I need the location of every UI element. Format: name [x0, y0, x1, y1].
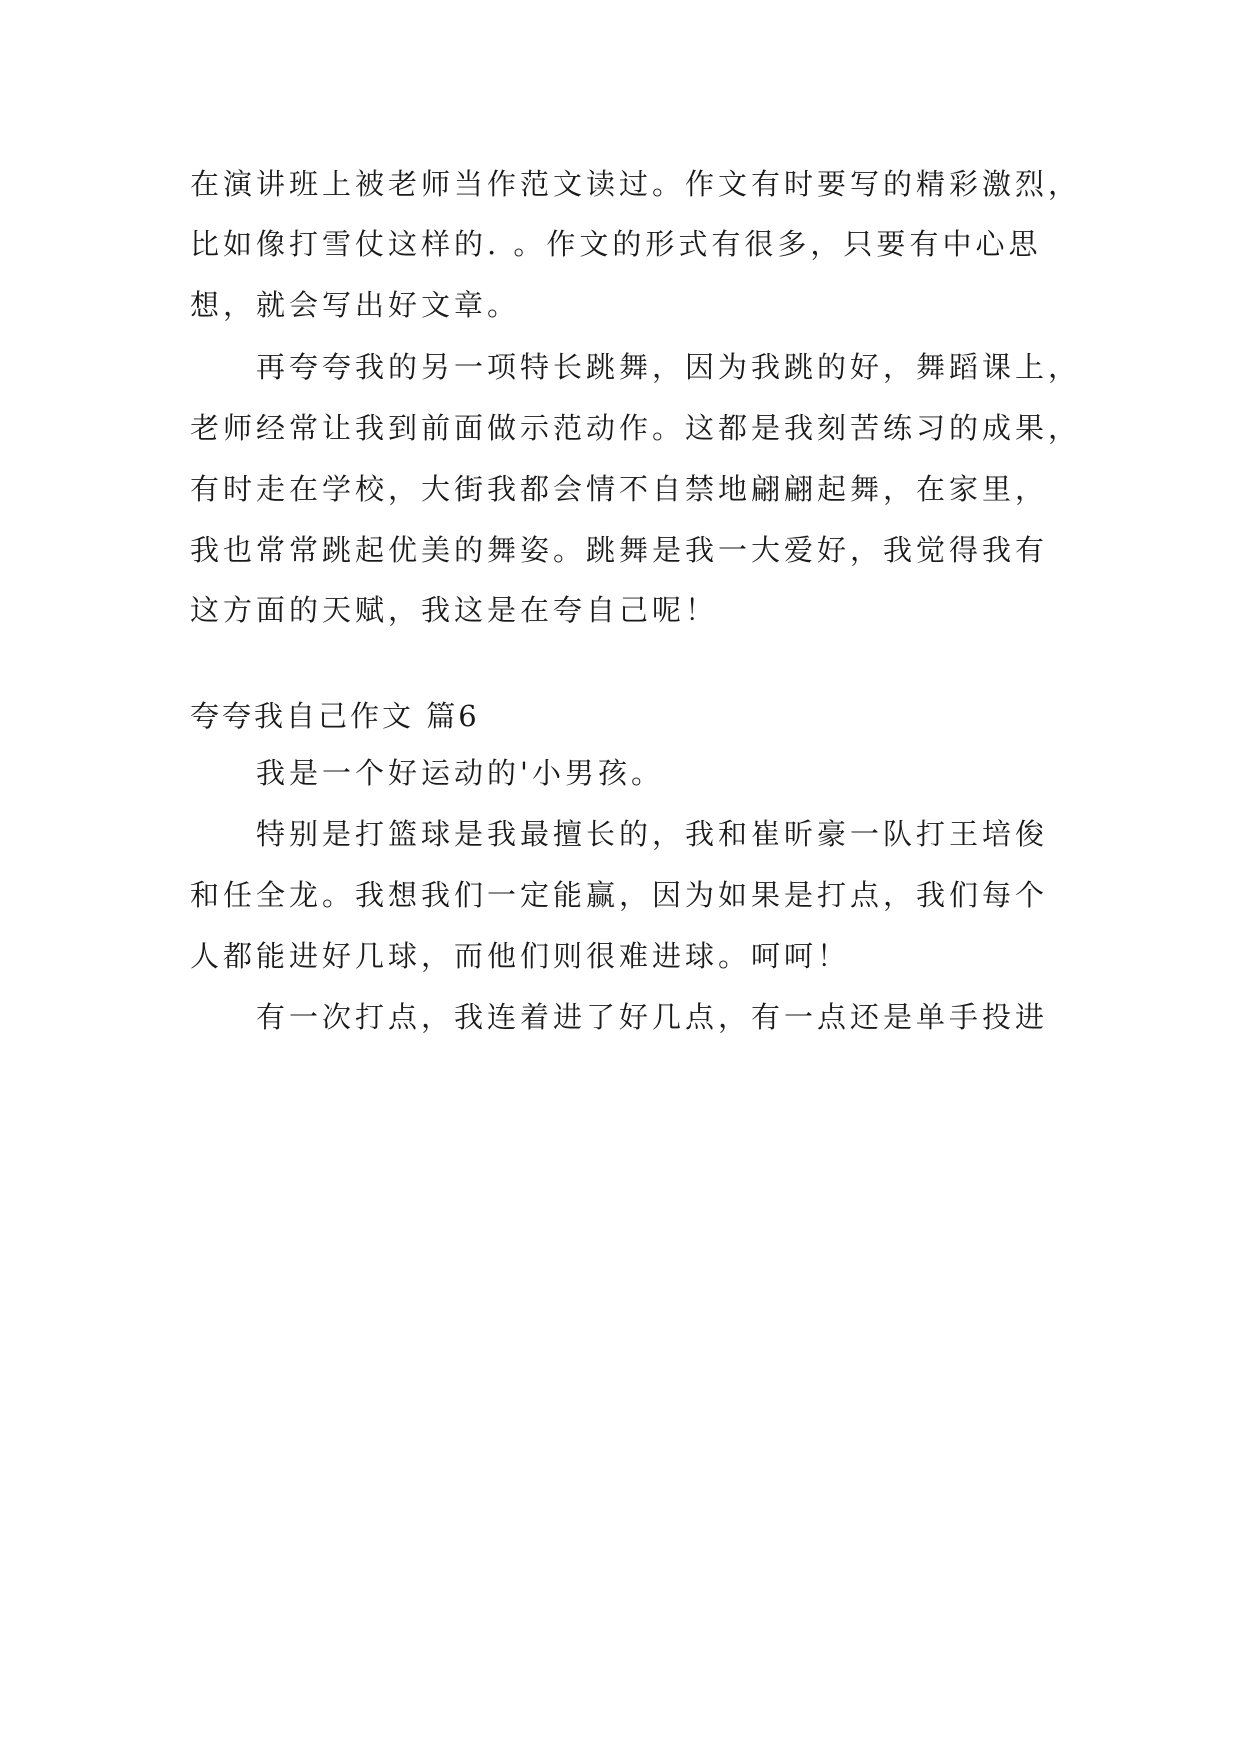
- section-heading: 夸夸我自己作文 篇6: [190, 699, 480, 733]
- paragraph-line: 比如像打雪仗这样的. 。作文的形式有很多，只要有中心思: [190, 227, 1042, 261]
- paragraph-line: 我也常常跳起优美的舞姿。跳舞是我一大爱好，我觉得我有: [190, 533, 1049, 567]
- paragraph-line: 老师经常让我到前面做示范动作。这都是我刻苦练习的成果，: [190, 411, 1082, 445]
- paragraph-line: 有时走在学校，大街我都会情不自禁地翩翩起舞，在家里，: [190, 472, 1049, 506]
- paragraph-line: 我是一个好运动的'小男孩。: [256, 756, 664, 790]
- paragraph-line: 这方面的天赋，我这是在夸自己呢！: [190, 593, 719, 627]
- paragraph-line: 想，就会写出好文章。: [190, 288, 521, 322]
- paragraph-line: 有一次打点，我连着进了好几点，有一点还是单手投进: [256, 1000, 1049, 1034]
- paragraph-line: 和任全龙。我想我们一定能赢，因为如果是打点，我们每个: [190, 878, 1049, 912]
- paragraph-line: 人都能进好几球，而他们则很难进球。呵呵！: [190, 939, 851, 973]
- paragraph-line: 再夸夸我的另一项特长跳舞，因为我跳的好，舞蹈课上，: [256, 350, 1082, 384]
- paragraph-line: 特别是打篮球是我最擅长的，我和崔昕豪一队打王培俊: [256, 817, 1049, 851]
- paragraph-line: 在演讲班上被老师当作范文读过。作文有时要写的精彩激烈，: [190, 167, 1082, 201]
